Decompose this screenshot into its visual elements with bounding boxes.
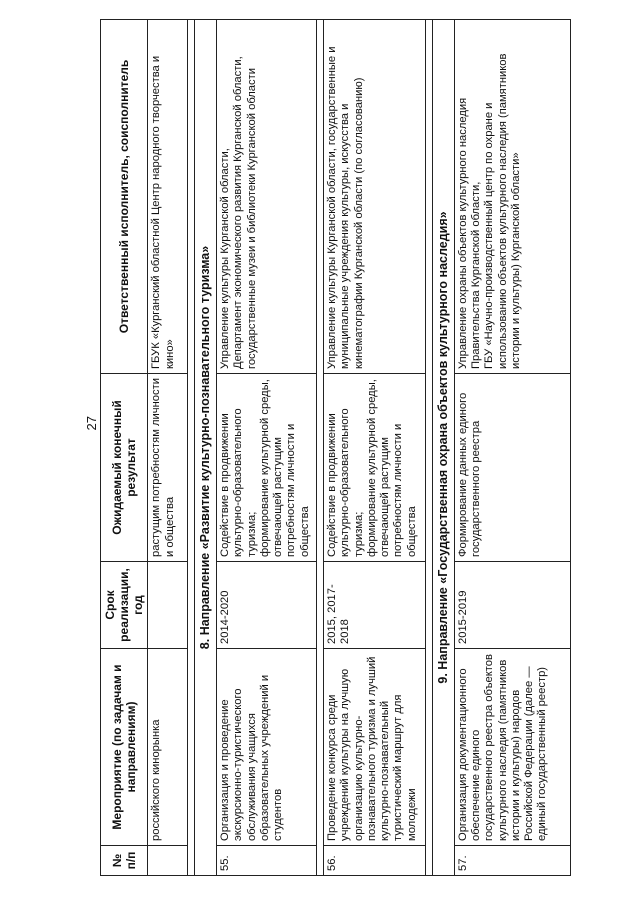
- header-num: № п/п: [101, 846, 148, 876]
- header-row: [101, 20, 148, 876]
- cell-activity: Проведение конкурса среди учреждений культуры на лучшую организацию культурно-познавательного туризма и лучший культурно-познавательный туристический маршрут для молодежи: [324, 649, 426, 846]
- cell-period: 2015-2019: [454, 562, 570, 649]
- header-period: Срок реализации, год: [101, 562, 148, 649]
- cell-num: 55.: [217, 846, 317, 876]
- cell-activity: российского кинорынка: [148, 649, 188, 846]
- section-heading: 8. Направление «Развитие культурно-познавательного туризма»: [195, 20, 217, 876]
- cell-executor: ГБУК «Курганский областной Центр народного творчества и кино»: [148, 20, 188, 374]
- cell-period: 2014-2020: [217, 562, 317, 649]
- section-heading: 9. Направление «Государственная охрана объектов культурного наследия»: [433, 20, 455, 876]
- table-row: [217, 20, 317, 876]
- cell-result: растущим потребностям личности и общества: [148, 374, 188, 562]
- cell-result: Содействие в продвижении культурно-образовательного туризма; формирование культурной среды, отвечающей растущим потребностям личности и общества: [217, 374, 317, 562]
- table-row: [454, 20, 570, 876]
- header-result: Ожидаемый конечный результат: [101, 374, 148, 562]
- spacer-row: [317, 20, 324, 876]
- activities-table: [100, 19, 571, 876]
- cell-result: Содействие в продвижении культурно-образовательного туризма; формирование культурной среды, отвечающей растущим потребностям личности и общества: [324, 374, 426, 562]
- table-sheet: [100, 20, 618, 876]
- table-row: [148, 20, 188, 876]
- cell-result: Формирование данных единого государственного реестра: [454, 374, 570, 562]
- cell-period: 2015, 2017-2018: [324, 562, 426, 649]
- cell-activity: Организация и проведение экскурсионно-туристического обслуживания учащихся образовательных учреждений и студентов: [217, 649, 317, 846]
- rotated-page: [100, 20, 618, 876]
- cell-period: [148, 562, 188, 649]
- header-executor: Ответственный исполнитель, соисполнитель: [101, 20, 148, 374]
- cell-activity: Организация документационного обеспечение единого государственного реестра объектов культурного наследия (памятников истории и культуры) народов Российской Федерации (далее — единый государственный реестр): [454, 649, 570, 846]
- cell-executor: Управление охраны объектов культурного наследия Правительства Курганской области, ГБУ «Научно-производственный центр по охране и использованию объектов культурного наследия (памятников истории и культуры) Курганской области»: [454, 20, 570, 374]
- cell-num: 57.: [454, 846, 570, 876]
- section-heading-row: [433, 20, 455, 876]
- page-number: 27: [84, 416, 99, 431]
- cell-num: 56.: [324, 846, 426, 876]
- spacer-row: [426, 20, 433, 876]
- section-heading-row: [195, 20, 217, 876]
- header-activity: Мероприятие (по задачам и направлениям): [101, 649, 148, 846]
- cell-executor: Управление культуры Курганской области, государственные и муниципальные учреждения культуры, искусства и кинематографии Курганской области (по согласованию): [324, 20, 426, 374]
- spacer-row: [188, 20, 195, 876]
- cell-executor: Управление культуры Курганской области, Департамент экономического развития Курганской области, государственные музеи и библиотеки Курганской области: [217, 20, 317, 374]
- table-row: [324, 20, 426, 876]
- cell-num: [148, 846, 188, 876]
